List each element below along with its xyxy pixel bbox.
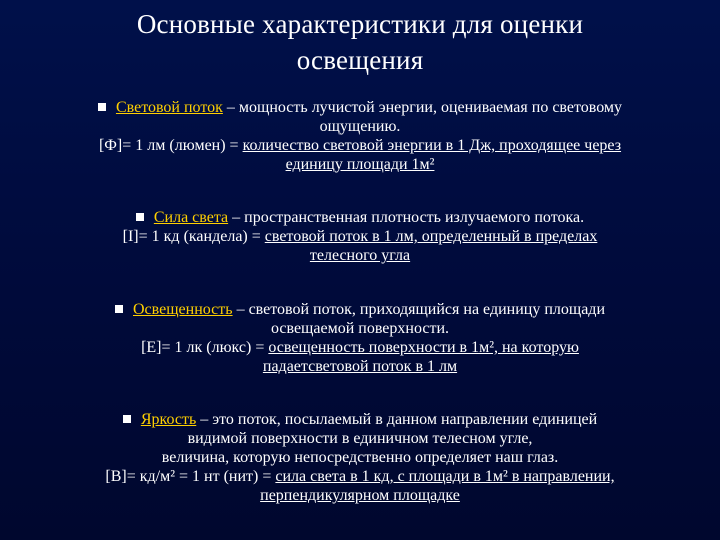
definition-line-2: видимой поверхности в единичном телесном угле, (187, 430, 533, 447)
definition-text: – это поток, посылаемый в данном направлении единицей (196, 411, 598, 428)
definition-line (10, 410, 710, 429)
formula-prefix: [Е]= 1 лк (люкс) = (141, 339, 269, 356)
formula-prefix: [Ф]= 1 лм (люмен) = (98, 137, 243, 154)
title-line-1: Основные характеристики для оценки (136, 9, 584, 39)
formula-line-2: единицу площади 1м² (285, 156, 435, 173)
term: Световой поток (115, 99, 223, 116)
slide-title (60, 6, 660, 78)
definition-line (10, 98, 710, 117)
bullet-icon (136, 213, 144, 221)
definition-text: – мощность лучистой энергии, оцениваемая по световому (222, 99, 623, 116)
term: Сила света (153, 209, 229, 226)
definition-line-3: величина, которую непосредственно определяет наш глаз. (161, 449, 559, 466)
formula-line (10, 136, 710, 155)
formula-explanation: количество световой энергии в 1 Дж, проходящее через (242, 137, 622, 154)
formula-prefix: [I]= 1 кд (кандела) = (122, 228, 265, 245)
item-luminous-intensity (10, 208, 710, 265)
title-line-2: освещения (296, 45, 424, 75)
formula-line-2: телесного угла (309, 247, 411, 264)
formula-explanation: освещенность поверхности в 1м², на которую (268, 339, 579, 356)
bullet-icon (123, 415, 131, 423)
term: Освещенность (133, 301, 233, 318)
definition-text: – световой поток, приходящийся на единицу площади (232, 301, 605, 318)
formula-line (10, 227, 710, 246)
item-luminous-flux (10, 98, 710, 174)
item-illuminance (10, 300, 710, 376)
definition-line (10, 208, 710, 227)
formula-line (10, 467, 710, 486)
term: Яркость (140, 411, 197, 428)
formula-line-2: перпендикулярном площадке (260, 487, 460, 504)
formula-line-2: падаетсветовой поток в 1 лм (262, 358, 458, 375)
item-luminance (10, 410, 710, 505)
formula-line (10, 338, 710, 357)
definition-line (10, 300, 710, 319)
definition-line-2: освещаемой поверхности. (270, 320, 449, 337)
formula-prefix: [В]= кд/м² = 1 нт (нит) = (105, 468, 276, 485)
definition-text: – пространственная плотность излучаемого потока. (228, 209, 585, 226)
formula-explanation: сила света в 1 кд, с площади в 1м² в направлении, (275, 468, 615, 485)
formula-explanation: световой поток в 1 лм, определенный в пределах (264, 228, 598, 245)
definition-line-2: ощущению. (319, 118, 401, 135)
bullet-icon (98, 103, 106, 111)
bullet-icon (115, 305, 123, 313)
